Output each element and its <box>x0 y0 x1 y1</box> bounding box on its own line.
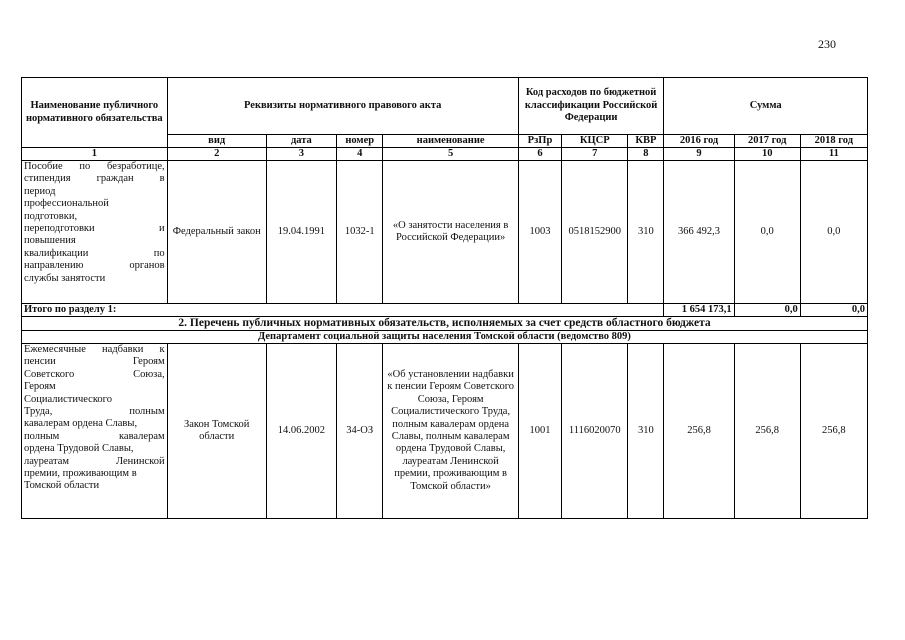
act-type-cell: Закон Томской области <box>167 344 266 519</box>
obligation-name-line: Героям <box>24 381 56 393</box>
obligation-name-line: премии, проживающим в <box>24 468 137 480</box>
obligation-name-line: лауреатам Ленинской <box>24 455 165 467</box>
column-number: 8 <box>628 148 664 161</box>
header-row <box>22 78 868 135</box>
column-number: 3 <box>266 148 336 161</box>
subheader-number: номер <box>336 135 382 148</box>
obligation-name-line: направлению органов <box>24 260 165 272</box>
obligation-name-cell <box>22 161 168 304</box>
rzpr-cell: 1001 <box>518 344 561 519</box>
section-title-row <box>22 317 868 331</box>
kcsr-cell: 1116020070 <box>562 344 628 519</box>
total-2016: 1 654 173,1 <box>664 304 734 317</box>
sum-2017-cell: 0,0 <box>734 161 800 304</box>
header-sum-cell: Сумма <box>664 78 868 135</box>
total-label: Итого по разделу 1: <box>22 304 664 317</box>
subheader-kvr: КВР <box>628 135 664 148</box>
obligation-name-line: полным кавалерам <box>24 430 165 442</box>
obligation-name-line: стипендия граждан в <box>24 173 165 185</box>
act-number-cell: 1032-1 <box>336 161 382 304</box>
budget-table <box>21 77 868 519</box>
column-numbers-row <box>22 148 868 161</box>
section-title: 2. Перечень публичных нормативных обязательств, исполняемых за счет средств областного бюджета <box>22 317 868 331</box>
obligation-name-line: Советского Союза, <box>24 368 165 380</box>
sum-2016-cell: 256,8 <box>664 344 734 519</box>
department-row <box>22 331 868 344</box>
obligation-name-line: пенсии Героям <box>24 356 165 368</box>
subheader-vid: вид <box>167 135 266 148</box>
kcsr-cell: 0518152900 <box>562 161 628 304</box>
sum-2018-cell: 256,8 <box>800 344 867 519</box>
column-number: 10 <box>734 148 800 161</box>
column-number: 4 <box>336 148 382 161</box>
page-number: 230 <box>818 37 836 51</box>
column-number: 6 <box>518 148 561 161</box>
obligation-name-line: переподготовки и <box>24 223 165 235</box>
obligation-name-cell <box>22 344 168 519</box>
header-name-cell: Наименование публичного нормативного обязательства <box>22 78 168 148</box>
rzpr-cell: 1003 <box>518 161 561 304</box>
subheader-2017: 2017 год <box>734 135 800 148</box>
obligation-name-line: профессиональной <box>24 198 109 210</box>
department-title: Департамент социальной защиты населения Томской области (ведомство 809) <box>22 331 868 344</box>
column-number: 7 <box>562 148 628 161</box>
obligation-name-line: службы занятости <box>24 272 106 284</box>
column-number: 11 <box>800 148 867 161</box>
table-row <box>22 161 868 304</box>
subheader-2018: 2018 год <box>800 135 867 148</box>
kvr-cell: 310 <box>628 161 664 304</box>
subheader-2016: 2016 год <box>664 135 734 148</box>
obligation-name-line: подготовки, <box>24 210 78 222</box>
obligation-name-line: период <box>24 185 56 197</box>
total-2018: 0,0 <box>800 304 867 317</box>
obligation-name-line: Труда, полным <box>24 406 165 418</box>
obligation-name-line: повышения <box>24 235 76 247</box>
act-name-cell: «О занятости населения в Российской Федерации» <box>383 161 518 304</box>
subheader-act-name: наименование <box>383 135 518 148</box>
act-name-cell: «Об установлении надбавки к пенсии Героям Советского Союза, Героям Социалистического Труда, полным кавалерам ордена Славы, полным кавалерам ордена Трудовой Славы, лауреатам Ленинской премии, проживающим в Томской области» <box>383 344 518 519</box>
header-code-cell: Код расходов по бюджетной классификации Российской Федерации <box>518 78 664 135</box>
kvr-cell: 310 <box>628 344 664 519</box>
header-requisites-cell: Реквизиты нормативного правового акта <box>167 78 518 135</box>
obligation-name-line: Ежемесячные надбавки к <box>24 344 165 355</box>
sum-2017-cell: 256,8 <box>734 344 800 519</box>
column-number: 5 <box>383 148 518 161</box>
act-number-cell: 34-ОЗ <box>336 344 382 519</box>
act-date-cell: 19.04.1991 <box>266 161 336 304</box>
column-number: 1 <box>22 148 168 161</box>
column-number: 2 <box>167 148 266 161</box>
obligation-name-line: кавалерам ордена Славы, <box>24 418 138 430</box>
total-row <box>22 304 868 317</box>
obligation-name-line: Томской области <box>24 480 100 492</box>
subheader-date: дата <box>266 135 336 148</box>
obligation-name-line: Социалистического <box>24 393 112 405</box>
act-date-cell: 14.06.2002 <box>266 344 336 519</box>
sum-2018-cell: 0,0 <box>800 161 867 304</box>
sum-2016-cell: 366 492,3 <box>664 161 734 304</box>
act-type-cell: Федеральный закон <box>167 161 266 304</box>
total-2017: 0,0 <box>734 304 800 317</box>
subheader-kcsr: КЦСР <box>562 135 628 148</box>
obligation-name-line: квалификации по <box>24 247 165 259</box>
obligation-name-line: Пособие по безработице, <box>24 161 165 172</box>
obligation-name-line: ордена Трудовой Славы, <box>24 443 134 455</box>
column-number: 9 <box>664 148 734 161</box>
table-row <box>22 344 868 519</box>
subheader-rzpr: РзПр <box>518 135 561 148</box>
